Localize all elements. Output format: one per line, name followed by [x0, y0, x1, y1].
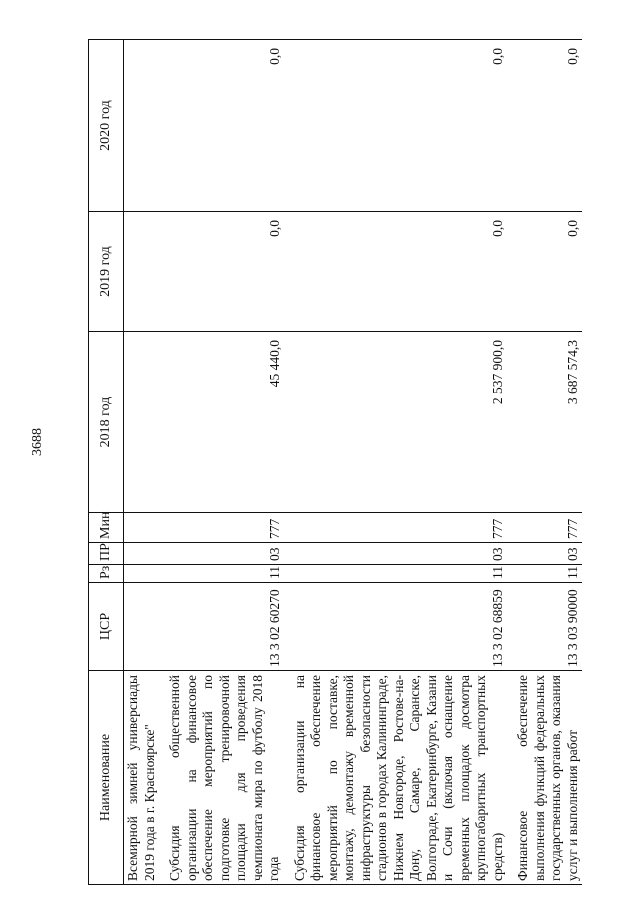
row-2018 — [124, 332, 160, 513]
row-csr: 13 3 03 90000 — [507, 583, 582, 671]
row-pr — [124, 543, 160, 565]
header-row — [89, 40, 124, 885]
row-rz: 11 — [159, 565, 284, 583]
row-2018: 2 537 900,0 — [284, 332, 508, 513]
col-header-2019: 2019 год — [89, 212, 124, 332]
row-pr: 03 — [159, 543, 284, 565]
row-name: Субсидия организации на финансовое обеспечение мероприятий по поставке, монтажу, демонтажу временной инфраструктуры безопасности стадионов в городах Калининграде, Нижнем Новгороде, Ростове-на-Дону, Самаре, Саранске, Волгограде, Екатеринбурге, Казани и Сочи (включая оснащение временных площадок досмотра крупногабаритных транспортных средств) — [284, 671, 508, 885]
row-2019: 0,0 — [507, 212, 582, 332]
row-min — [124, 513, 160, 543]
budget-table-container — [88, 40, 610, 885]
table-row — [284, 40, 508, 885]
col-header-2018: 2018 год — [89, 332, 124, 513]
col-header-min: Мин — [89, 513, 124, 543]
row-name: Субсидия общественной организации на финансовое обеспечение мероприятий по подготовке тренировочной площадки для проведения чемпионата мира по футболу 2018 года — [159, 671, 284, 885]
col-header-pr: ПР — [89, 543, 124, 565]
row-name: Всемирной зимней универсиады 2019 года в г. Красноярске" — [124, 671, 160, 885]
page-number: 3688 — [30, 428, 45, 456]
row-csr: 13 3 02 60270 — [159, 583, 284, 671]
row-csr — [124, 583, 160, 671]
row-2019 — [124, 212, 160, 332]
col-header-2020: 2020 год — [89, 40, 124, 212]
col-header-csr: ЦСР — [89, 583, 124, 671]
row-csr: 13 3 02 68859 — [284, 583, 508, 671]
row-2019: 0,0 — [284, 212, 508, 332]
row-rz — [124, 565, 160, 583]
row-2020: 0,0 — [507, 40, 582, 212]
table-row — [507, 40, 582, 885]
row-pr: 03 — [507, 543, 582, 565]
table-row — [159, 40, 284, 885]
row-min: 777 — [507, 513, 582, 543]
row-2019: 0,0 — [159, 212, 284, 332]
row-name: Финансовое обеспечение выполнения функций федеральных государственных органов, оказания услуг и выполнения работ — [507, 671, 582, 885]
row-2020 — [124, 40, 160, 212]
row-2020: 0,0 — [284, 40, 508, 212]
row-rz: 11 — [507, 565, 582, 583]
row-min: 777 — [159, 513, 284, 543]
budget-table — [88, 39, 582, 885]
row-2018: 45 440,0 — [159, 332, 284, 513]
row-rz: 11 — [284, 565, 508, 583]
row-min: 777 — [284, 513, 508, 543]
row-2020: 0,0 — [159, 40, 284, 212]
row-pr: 03 — [284, 543, 508, 565]
row-2018: 3 687 574,3 — [507, 332, 582, 513]
rotated-table — [88, 40, 610, 885]
col-header-name: Наименование — [89, 671, 124, 885]
table-row — [124, 40, 160, 885]
col-header-rz: Рз — [89, 565, 124, 583]
